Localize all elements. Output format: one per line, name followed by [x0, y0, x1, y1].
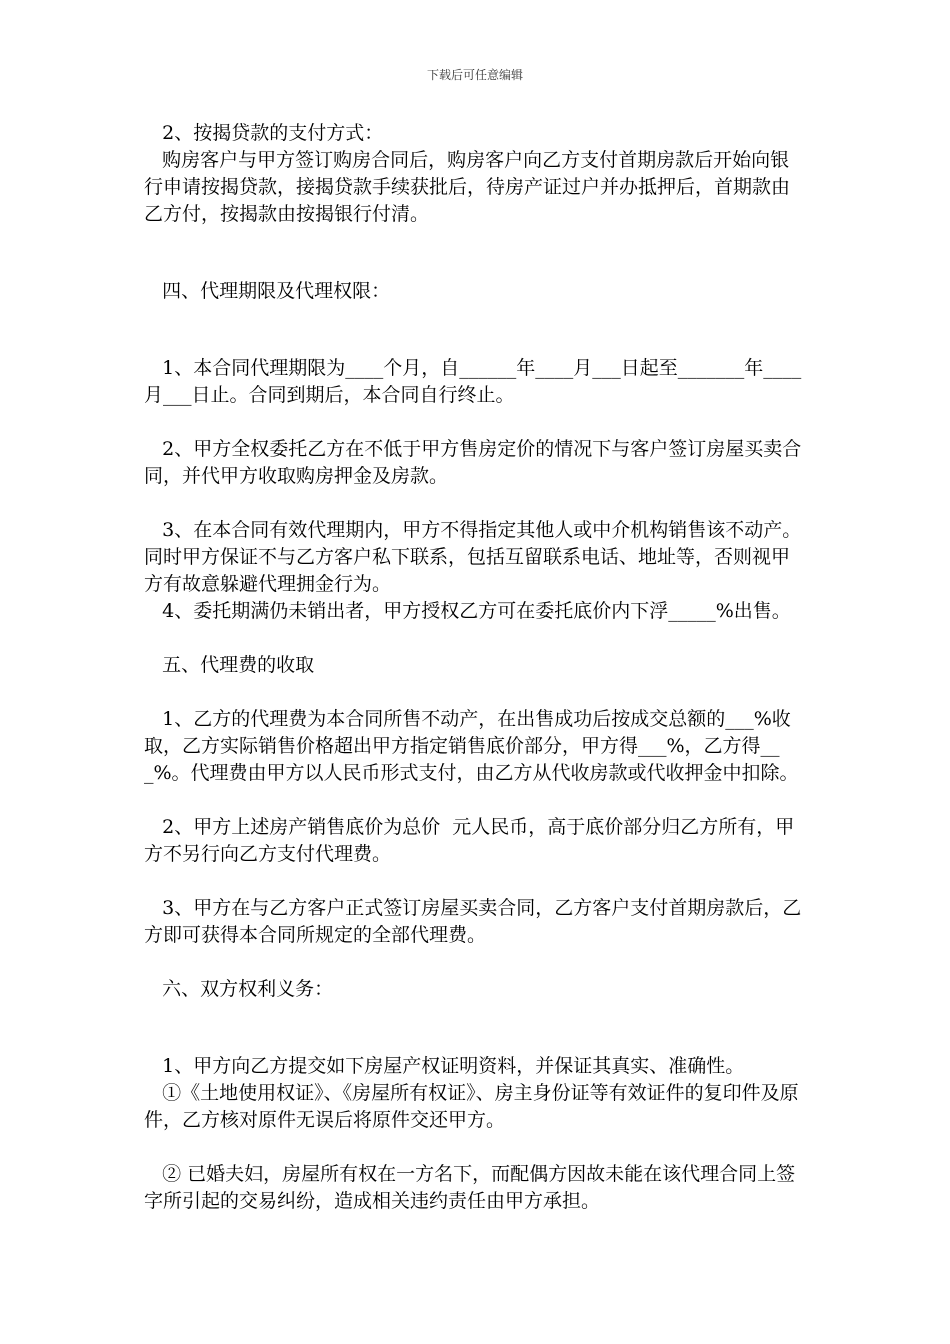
clause-agency-period: 1、本合同代理期限为____个月，自______年____月___日起至_______年____月___日止。合同到期后，本合同自行终止。: [144, 357, 802, 406]
clause-married-couple: ② 已婚夫妇，房屋所有权在一方名下，而配偶方因故未能在该代理合同上签字所引起的交易纠纷，造成相关违约责任由甲方承担。: [144, 1163, 796, 1212]
clause-certificate-list: ①《土地使用权证》、《房屋所有权证》、房主身份证等有效证件的复印件及原件，乙方核对原件无误后将原件交还甲方。: [144, 1082, 799, 1131]
clause-exclusive-agency: 3、在本合同有效代理期内，甲方不得指定其他人或中介机构销售该不动产。同时甲方保证不与乙方客户私下联系，包括互留联系电话、地址等，否则视甲方有故意躲避代理拥金行为。: [144, 519, 802, 595]
payment-method-heading: 2、按揭贷款的支付方式：: [144, 122, 384, 144]
spacer: [144, 305, 806, 355]
clause-price-reduction: 4、委托期满仍未销出者，甲方授权乙方可在委托底价内下浮_____%出售。: [144, 600, 791, 622]
section-heading-agency-fee: 五、代理费的收取: [144, 654, 315, 676]
spacer: [144, 1003, 806, 1053]
spacer: [144, 625, 806, 652]
spacer: [144, 949, 806, 976]
spacer: [144, 409, 806, 436]
section-heading-agency-term: 四、代理期限及代理权限：: [144, 280, 391, 302]
spacer: [144, 1134, 806, 1161]
clause-base-price: 2、甲方上述房产销售底价为总价 元人民币，高于底价部分归乙方所有，甲方不另行向乙方支付代理费。: [144, 816, 795, 865]
spacer: [144, 228, 806, 278]
document-body: [144, 120, 806, 1215]
clause-full-authorization: 2、甲方全权委托乙方在不低于甲方售房定价的情况下与客户签订房屋买卖合同，并代甲方收取购房押金及房款。: [144, 438, 802, 487]
spacer: [144, 787, 806, 814]
spacer: [144, 679, 806, 706]
spacer: [144, 868, 806, 895]
payment-method-paragraph: 购房客户与甲方签订购房合同后，购房客户向乙方支付首期房款后开始向银行申请按揭贷款，接揭贷款手续获批后，待房产证过户并办抵押后，首期款由乙方付，按揭款由按揭银行付清。: [144, 149, 791, 225]
clause-fee-entitlement: 3、甲方在与乙方客户正式签订房屋买卖合同，乙方客户支付首期房款后，乙方即可获得本合同所规定的全部代理费。: [144, 897, 802, 946]
section-heading-rights-obligations: 六、双方权利义务：: [144, 978, 334, 1000]
page-header: 下载后可任意编辑: [426, 68, 523, 82]
clause-ownership-documents: 1、甲方向乙方提交如下房屋产权证明资料，并保证其真实、准确性。: [144, 1055, 745, 1077]
clause-fee-rate: 1、乙方的代理费为本合同所售不动产，在出售成功后按成交总额的___%收取，乙方实际销售价格超出甲方指定销售底价部分，甲方得___%，乙方得___%。代理费由甲方以人民币形式支付，由乙方从代收房款或代收押金中扣除。: [144, 708, 799, 784]
spacer: [144, 490, 806, 517]
